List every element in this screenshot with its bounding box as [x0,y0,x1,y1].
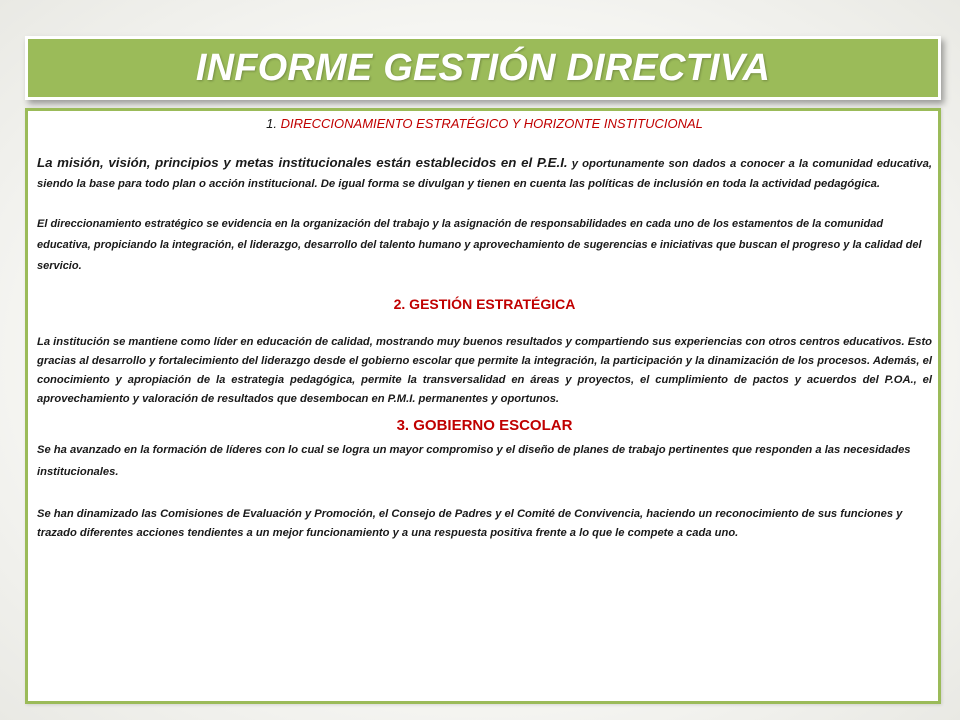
section1-paragraph1-lead: La misión, visión, principios y metas institucionales están establecidos en el P.E.I. [37,155,568,170]
section1-paragraph2: El direccionamiento estratégico se evidencia en la organización del trabajo y la asignación de responsabilidades en cada uno de los estamentos de la comunidad educativa, propiciando la integración, el liderazgo, desarrollo del talento humano y aprovechamiento de sugerencias e iniciativas que buscan el progreso y la calidad del servicio. [37,218,922,272]
section1-title: DIRECCIONAMIENTO ESTRATÉGICO Y HORIZONTE INSTITUCIONAL [280,116,703,131]
section2-paragraph: La institución se mantiene como líder en educación de calidad, mostrando muy buenos resultados y compartiendo sus experiencias con otros centros educativos. Esto gracias al desarrollo y fortalecimiento del liderazgo desde el gobierno escolar que permite la integración, la participación y la dinamización de los procesos. Además, el conocimiento y apropiación de la estrategia pedagógica, permite la transversalidad en áreas y proyectos, el cumplimiento de pactos y acuerdos del P.OA., el aprovechamiento y valoración de resultados que desembocan en P.M.I. permanentes y oportunos. [37,336,932,405]
section1-paragraph1 [37,153,932,194]
section1-paragraph1-rest: y oportunamente son dados a conocer a la comunidad educativa, siendo la base para todo plan o acción institucional. De igual forma se divulgan y tienen en cuenta las políticas de inclusión en toda la actividad pedagógica. [37,158,932,190]
section3-heading: 3. GOBIERNO ESCOLAR [396,417,573,434]
section3-paragraph2: Se han dinamizado las Comisiones de Evaluación y Promoción, el Consejo de Padres y el Comité de Convivencia, haciendo un reconocimiento de sus funciones y trazado diferentes acciones tendientes a un mejor funcionamiento y a una respuesta positiva frente a lo que le compete a cada uno. [37,508,903,539]
section1-heading [37,115,932,133]
section1-number: 1. [266,116,277,131]
section3-paragraph1: Se ha avanzado en la formación de líderes con lo cual se logra un mayor compromiso y el diseño de planes de trabajo pertinentes que responden a las necesidades institucionales. [37,444,911,478]
title-banner [25,36,941,100]
content-panel [25,108,941,704]
slide-title: INFORME GESTIÓN DIRECTIVA [195,46,771,89]
content-body [37,115,932,543]
section2-heading: 2. GESTIÓN ESTRATÉGICA [393,296,576,312]
